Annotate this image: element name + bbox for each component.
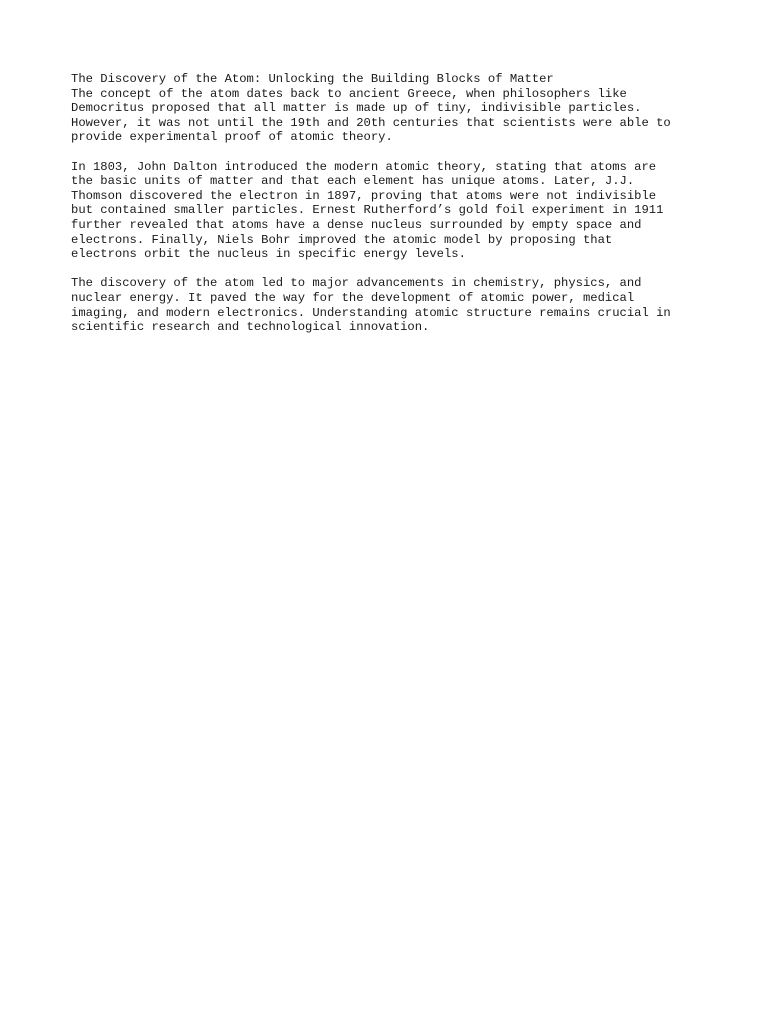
- text-line: but contained smaller particles. Ernest Rutherford’s gold foil experiment in 1911: [71, 203, 664, 218]
- text-line: The discovery of the atom led to major advancements in chemistry, physics, and: [71, 276, 642, 291]
- document-body: [71, 72, 711, 335]
- text-line: scientific research and technological innovation.: [71, 320, 430, 335]
- document-title: The Discovery of the Atom: Unlocking the Building Blocks of Matter: [71, 72, 554, 86]
- text-line: provide experimental proof of atomic theory.: [71, 130, 393, 145]
- text-line: Democritus proposed that all matter is made up of tiny, indivisible particles.: [71, 101, 642, 116]
- text-line: nuclear energy. It paved the way for the development of atomic power, medical: [71, 290, 635, 305]
- text-line: In 1803, John Dalton introduced the modern atomic theory, stating that atoms are: [71, 159, 657, 174]
- text-line: electrons. Finally, Niels Bohr improved the atomic model by proposing that: [71, 232, 613, 247]
- text-line: imaging, and modern electronics. Understanding atomic structure remains crucial in: [71, 305, 671, 320]
- paragraph-3: [71, 276, 711, 334]
- text-line: electrons orbit the nucleus in specific energy levels.: [71, 247, 466, 262]
- text-line: the basic units of matter and that each element has unique atoms. Later, J.J.: [71, 174, 635, 189]
- text-line: Thomson discovered the electron in 1897, proving that atoms were not indivisible: [71, 188, 657, 203]
- text-line: The concept of the atom dates back to ancient Greece, when philosophers like: [71, 86, 627, 101]
- text-line: further revealed that atoms have a dense nucleus surrounded by empty space and: [71, 217, 642, 232]
- text-line: However, it was not until the 19th and 20th centuries that scientists were able to: [71, 115, 671, 130]
- paragraph-2: [71, 160, 711, 262]
- paragraph-1: [71, 72, 711, 145]
